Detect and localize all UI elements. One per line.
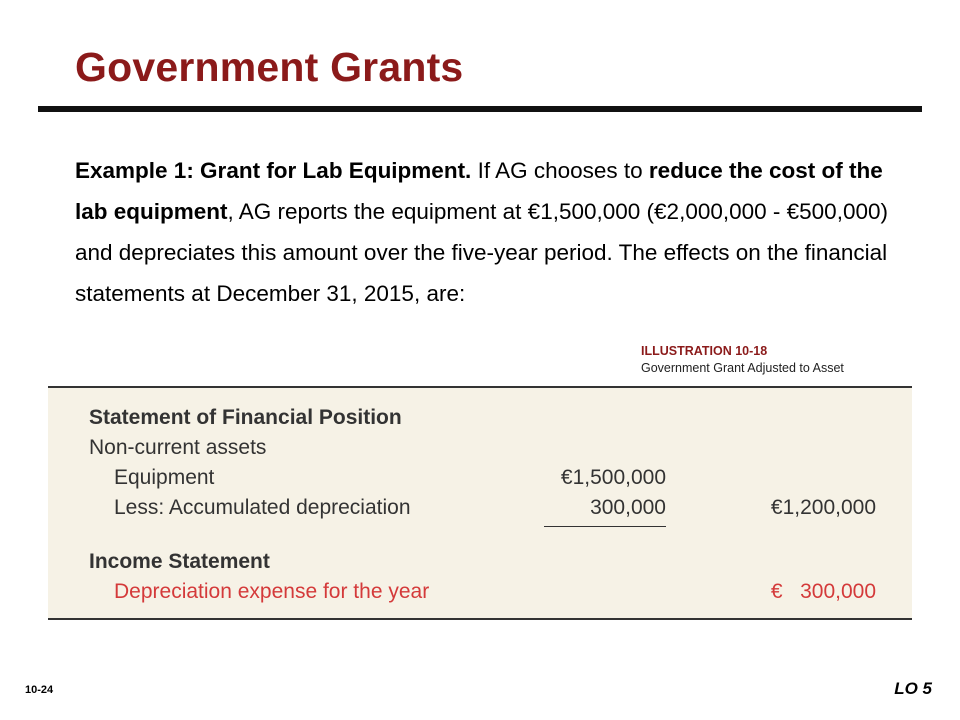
table-row [48, 496, 912, 526]
learning-objective: LO 5 [894, 679, 932, 698]
dep-expense-amount: € 300,000 [770, 580, 876, 603]
title-divider [38, 106, 922, 112]
accum-dep-label: Less: Accumulated depreciation [114, 496, 411, 519]
illustration-caption: Government Grant Adjusted to Asset [641, 361, 844, 375]
illustration-label: ILLUSTRATION 10-18 [641, 344, 768, 358]
table-row [48, 436, 912, 466]
dep-expense-label: Depreciation expense for the year [114, 580, 430, 603]
slide-title: Government Grants [75, 44, 464, 90]
sfp-heading: Statement of Financial Position [89, 406, 402, 429]
net-amount: €1,200,000 [770, 496, 876, 519]
page-number: 10-24 [25, 684, 54, 696]
noncurrent-label: Non-current assets [89, 436, 267, 459]
table-row [48, 466, 912, 496]
financial-statement-table [48, 386, 912, 620]
subtotal-underline [544, 526, 666, 527]
equipment-label: Equipment [114, 466, 215, 489]
example-label: Example 1: Grant for Lab Equipment. [75, 158, 472, 183]
accum-dep-amount: 300,000 [590, 496, 666, 519]
table-row [48, 580, 912, 610]
paragraph-text-2: , AG reports the equipment at €1,500,000 (€2,000,000 - €500,000) and depreciates this amount over the five-year period. The effects on the financial statements at December 31, 2015, are: [75, 199, 888, 306]
table-row [48, 406, 912, 436]
illustration-reference [641, 343, 844, 377]
paragraph-text-1: If AG chooses to [471, 158, 649, 183]
is-heading: Income Statement [89, 550, 270, 573]
paragraph-bold-phrase: reduce the cost of the lab equipment [75, 158, 883, 224]
example-paragraph [75, 150, 905, 314]
table-row [48, 550, 912, 580]
equipment-amount: €1,500,000 [560, 466, 666, 489]
